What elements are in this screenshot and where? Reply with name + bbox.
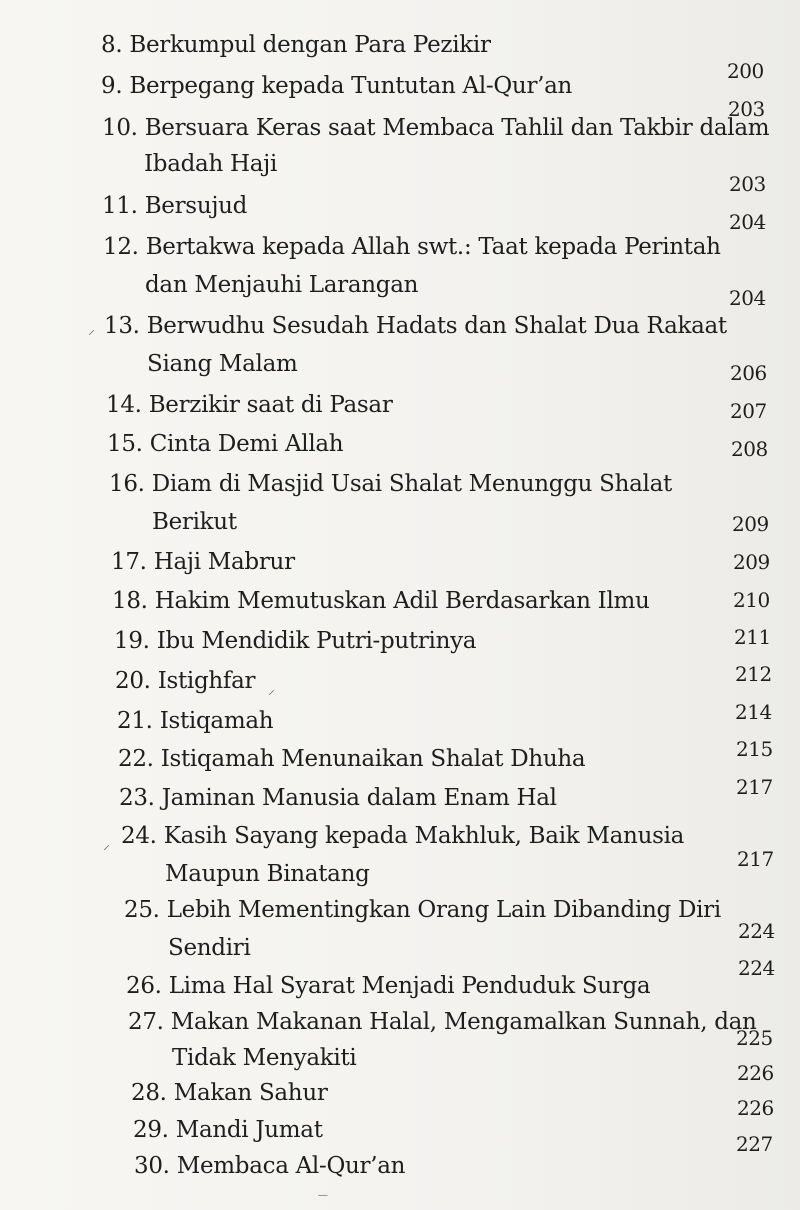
entry-title: Haji Mabrur — [153, 549, 295, 575]
toc-entry-24 — [121, 823, 684, 849]
toc-entry-10 — [102, 115, 769, 141]
entry-title: Mandi Jumat — [175, 1117, 323, 1143]
entry-number: 29. — [133, 1117, 169, 1143]
pen-mark: ⸝ — [88, 322, 95, 338]
page-number: 226 — [737, 1061, 774, 1085]
entry-number: 11. — [102, 193, 138, 219]
entry-number: 16. — [109, 471, 145, 497]
entry-number: 25. — [124, 897, 160, 923]
entry-title: Berwudhu Sesudah Hadats dan Shalat Dua Rakaat — [146, 313, 727, 339]
toc-entry-21 — [117, 708, 273, 734]
page-number: 224 — [738, 956, 775, 980]
page-number: 227 — [736, 1132, 773, 1156]
entry-number: 21. — [117, 708, 153, 734]
page-number: 208 — [731, 437, 768, 461]
toc-entry-28 — [131, 1080, 328, 1106]
entry-title-continuation: dan Menjauhi Larangan — [145, 272, 419, 298]
page-number: 209 — [733, 550, 770, 574]
entry-number: 18. — [112, 588, 148, 614]
entry-title-continuation: Tidak Menyakiti — [172, 1045, 357, 1071]
entry-title: Jaminan Manusia dalam Enam Hal — [161, 785, 557, 811]
entry-number: 19. — [114, 628, 150, 654]
page-number: 204 — [729, 286, 766, 310]
page-number: 203 — [728, 97, 765, 121]
entry-title: Lima Hal Syarat Menjadi Penduduk Surga — [168, 973, 651, 999]
pen-mark: ⸝ — [268, 682, 275, 698]
toc-entry-25 — [124, 897, 721, 923]
ink-speck: — — [318, 1190, 328, 1201]
entry-number: 24. — [121, 823, 157, 849]
page-number: 207 — [730, 399, 767, 423]
entry-title-continuation: Berikut — [152, 509, 237, 535]
page-number: 200 — [727, 59, 764, 83]
entry-title-continuation: Sendiri — [168, 935, 251, 961]
entry-title: Istiqamah — [159, 708, 274, 734]
toc-entry-13 — [104, 313, 727, 339]
entry-title-continuation: Ibadah Haji — [144, 151, 278, 177]
entry-title-continuation: Maupun Binatang — [165, 861, 370, 887]
entry-number: 9. — [101, 73, 123, 99]
entry-number: 27. — [128, 1009, 164, 1035]
toc-entry-11 — [102, 193, 247, 219]
entry-number: 20. — [115, 668, 151, 694]
toc-entry-18 — [112, 588, 650, 614]
entry-number: 14. — [106, 392, 142, 418]
page-number: 209 — [732, 512, 769, 536]
page-number: 204 — [729, 210, 766, 234]
entry-title: Kasih Sayang kepada Makhluk, Baik Manusia — [163, 823, 685, 849]
toc-entry-9 — [101, 73, 572, 99]
page-number: 225 — [736, 1026, 773, 1050]
entry-number: 30. — [134, 1153, 170, 1179]
entry-title: Bertakwa kepada Allah swt.: Taat kepada Perintah — [145, 234, 721, 260]
page-number: 210 — [733, 588, 770, 612]
entry-title: Makan Sahur — [173, 1080, 328, 1106]
page-number: 215 — [736, 737, 773, 761]
entry-title: Diam di Masjid Usai Shalat Menunggu Shalat — [151, 471, 672, 497]
toc-entry-27 — [128, 1009, 757, 1035]
toc-entry-30 — [134, 1153, 405, 1179]
entry-number: 28. — [131, 1080, 167, 1106]
entry-number: 10. — [102, 115, 138, 141]
page-number: 203 — [729, 172, 766, 196]
entry-number: 13. — [104, 313, 140, 339]
entry-number: 26. — [126, 973, 162, 999]
entry-number: 15. — [107, 431, 143, 457]
entry-title: Istighfar — [157, 668, 256, 694]
entry-title-continuation: Siang Malam — [147, 351, 298, 377]
page-number: 226 — [737, 1096, 774, 1120]
toc-entry-22 — [118, 746, 585, 772]
entry-number: 8. — [101, 32, 123, 58]
toc-entry-16 — [109, 471, 672, 497]
entry-title: Lebih Mementingkan Orang Lain Dibanding Diri — [166, 897, 721, 923]
toc-entry-14 — [106, 392, 393, 418]
toc-entry-20 — [115, 668, 255, 694]
page-number: 212 — [735, 662, 772, 686]
toc-entry-17 — [111, 549, 295, 575]
entry-number: 12. — [103, 234, 139, 260]
entry-title: Berzikir saat di Pasar — [148, 392, 393, 418]
toc-entry-26 — [126, 973, 650, 999]
page-number: 217 — [737, 847, 774, 871]
toc-entry-12 — [103, 234, 721, 260]
page-number: 214 — [735, 700, 772, 724]
page-number: 217 — [736, 775, 773, 799]
entry-title: Bersuara Keras saat Membaca Tahlil dan Takbir dalam — [144, 115, 770, 141]
entry-number: 23. — [119, 785, 155, 811]
page-number: 224 — [738, 919, 775, 943]
entry-number: 17. — [111, 549, 147, 575]
toc-entry-8 — [101, 32, 491, 58]
page-number: 206 — [730, 361, 767, 385]
toc-entry-19 — [114, 628, 476, 654]
entry-title: Berkumpul dengan Para Pezikir — [129, 32, 491, 58]
entry-title: Ibu Mendidik Putri-putrinya — [156, 628, 477, 654]
entry-title: Cinta Demi Allah — [149, 431, 344, 457]
toc-entry-23 — [119, 785, 557, 811]
pen-mark: ⸝ — [103, 837, 110, 853]
entry-title: Makan Makanan Halal, Mengamalkan Sunnah, dan — [170, 1009, 757, 1035]
entry-title: Istiqamah Menunaikan Shalat Dhuha — [160, 746, 586, 772]
toc-entry-15 — [107, 431, 343, 457]
page-number: 211 — [734, 625, 771, 649]
entry-title: Berpegang kepada Tuntutan Al-Qur’an — [129, 73, 573, 99]
entry-title: Bersujud — [144, 193, 248, 219]
entry-number: 22. — [118, 746, 154, 772]
entry-title: Membaca Al-Qur’an — [176, 1153, 406, 1179]
toc-entry-29 — [133, 1117, 323, 1143]
entry-title: Hakim Memutuskan Adil Berdasarkan Ilmu — [154, 588, 650, 614]
